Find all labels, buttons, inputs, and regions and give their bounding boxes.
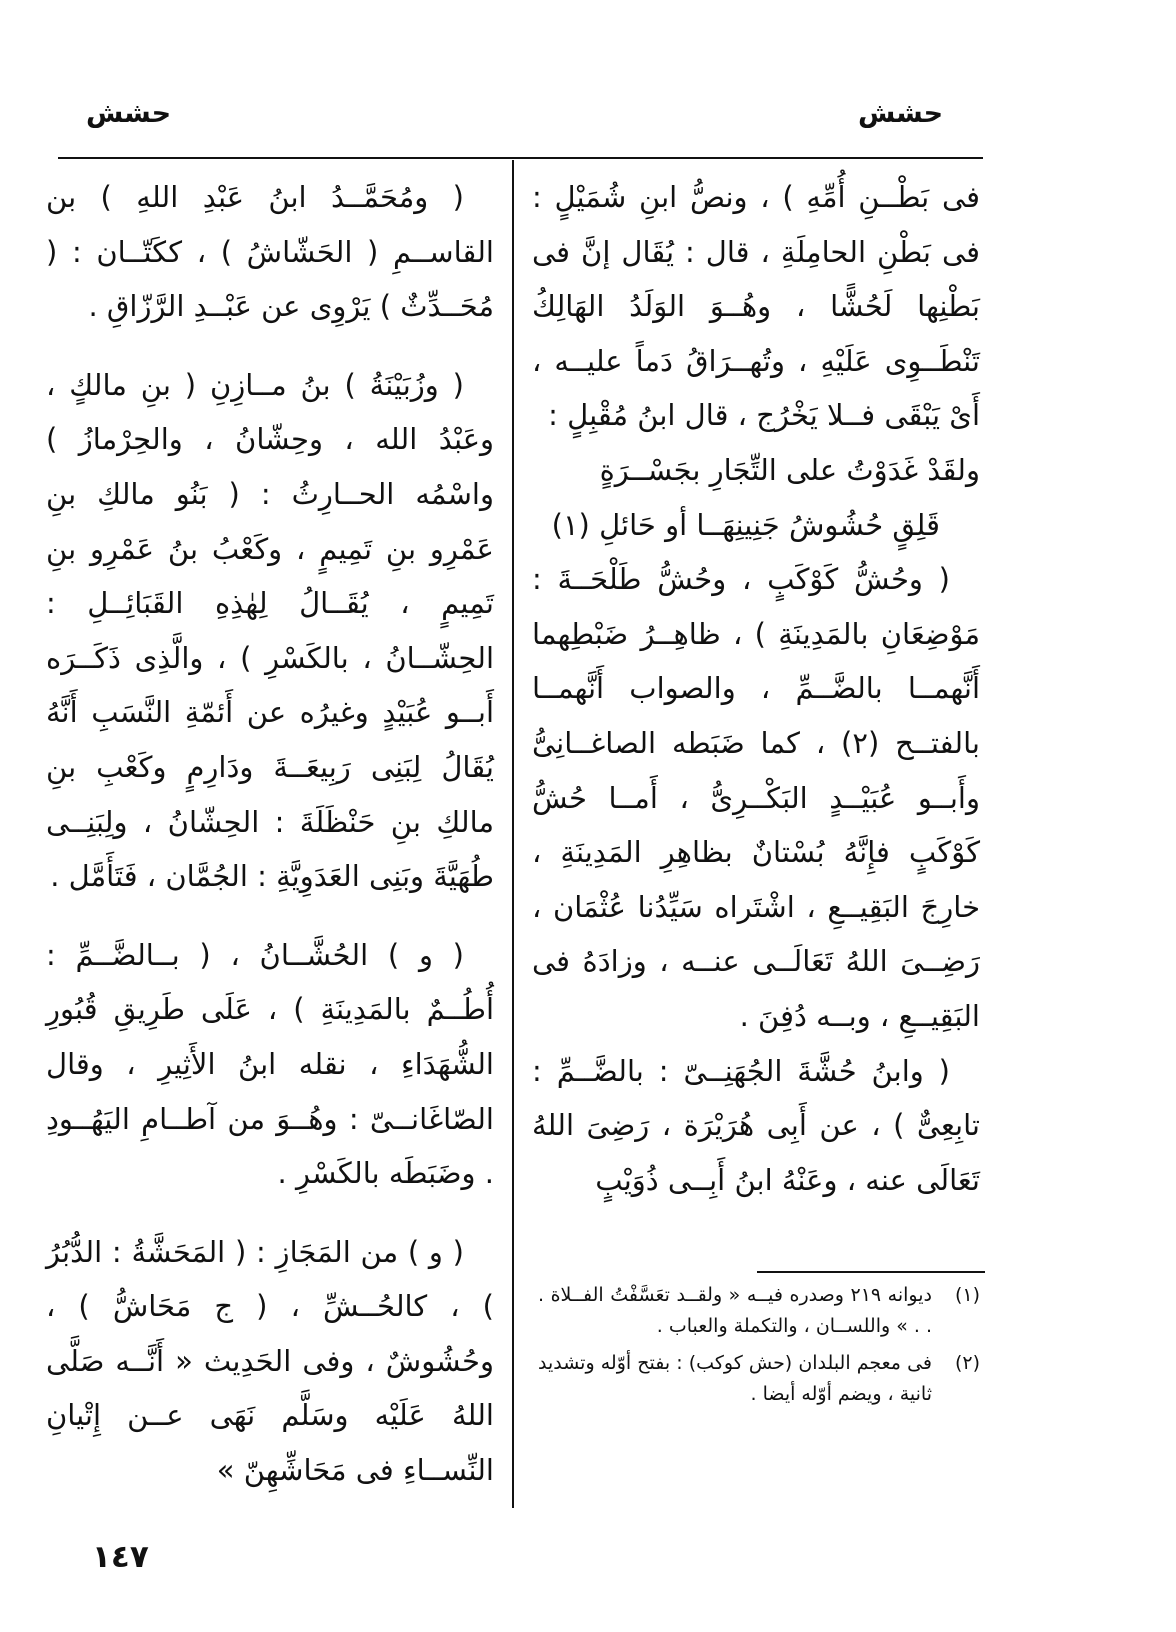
verse-line-1: ولقَدْ غَدَوْتُ على التِّجَارِ بجَسْــرَةٍ (599, 452, 980, 487)
left-column (46, 170, 494, 1498)
footnote-mark: (١) (954, 1284, 980, 1306)
footnote-rule (757, 1271, 985, 1273)
header-rule (58, 157, 983, 159)
left-paragraph-3: ( و ) الحُشَّــانُ ، ( بــالضَّــمِّ : أُطُــمٌ بالمَدِينَةِ ) ، عَلَى طَرِيقِ قُبُورِ الشُّهَدَاءِ ، نقله ابنُ الأَثِيرِ ، وقال الصّاغَانــىّ : وهُــوَ من آطــامِ اليَهُــودِ . وضَبَطَه بالكَسْرِ . (46, 937, 494, 1191)
right-paragraph-2: ( وحُشُّ كَوْكَبٍ ، وحُشُّ طَلْحَــةَ : مَوْضِعَانِ بالمَدِينَةِ ) ، ظاهِــرُ ضَبْطِهما أَنَّهمــا بالضَّــمِّ ، والصواب أَنَّهمــا بالفتــح (٢) ، كما ضَبَطه الصاغــانِىُّ وأَبــو عُبَيْــدٍ البَكْــرِىُّ ، أَمــا حُشُّ كَوْكَبٍ فإِنَّهُ بُسْتانٌ بظاهِرِ المَدِينَةِ ، خارِجَ البَقِيــعِ ، اشْتَراه سَيِّدُنا عُثْمَان ، رَضِــىَ اللهُ تَعَالَــى عنــه ، وزادَهُ فى البَقِيــعِ ، وبــه دُفِنَ . (532, 562, 980, 1033)
left-paragraph-1: ( ومُحَمَّــدُ ابنُ عَبْدِ اللهِ ) بن القاســمِ ( الحَشّاشُ ) ، ككَتّــان : ( مُحَــدِّثٌ ) يَرْوِى عن عَبْــدِ الرَّزّاقِ . (46, 180, 494, 324)
footnote-item (538, 1280, 980, 1342)
left-paragraph-2: ( وزُبَيْنَةُ ) بنُ مــازِنِ ( بنِ مالكٍ ، وعَبْدُ الله ، وحِشّانُ ، والحِرْمازُ ) واسْمُه الحــارِثُ : ( بَنُو مالكِ بنِ عَمْرِو بنِ تَمِيمٍ ، وكَعْبُ بنُ عَمْرِو بنِ تَمِيمٍ ، يُقَــالُ لِهٰذِهِ القَبَائِــلِ : الحِشّــانُ ، بالكَسْرِ ) ، والَّذِى ذَكَــرَه أَبــو عُبَيْدٍ وغيرُه عن أَئمّةِ النَّسَبِ أَنَّهُ يُقَالُ لِبَنِى رَبِيعَــةَ ودَارِمٍ وكَعْبِ بنِ مالكِ بنِ حَنْظَلَةَ : الحِشّانُ ، ولِبَنِــى طُهَيَّةَ وبَنِى العَدَوِيَّةِ : الجُمَّان ، فَتَأَمَّل . (46, 367, 494, 894)
running-header-right: حشش (858, 98, 944, 129)
right-column (532, 170, 980, 1207)
page-number: ١٤٧ (92, 1539, 149, 1575)
right-paragraph-3: ( وابنُ حُشَّةَ الجُهَنِــىّ : بالضَّــمِّ : تابِعِىٌّ ) ، عن أَبِى هُرَيْرَة ، رَضِىَ اللهُ تَعَالَى عنه ، وعَنْهُ ابنُ أَبِــى ذُوَيْبٍ (532, 1053, 980, 1197)
footnote-mark: (٢) (954, 1352, 980, 1374)
column-divider (512, 160, 514, 1508)
left-paragraph-4: ( و ) من المَجَازِ : ( المَحَشَّةُ : الدُّبُرُ ) ، كالحُــشِّ ، ( ج مَحَاشُّ ) ، وحُشُوشٌ ، وفى الحَدِيث « أَنَّــه صَلَّى اللهُ عَلَيْه وسَلَّم نَهَى عــن إِتْيانِ النِّســاءِ فى مَحَاشِّهِنّ » (46, 1234, 494, 1488)
footnotes (538, 1280, 980, 1416)
footnote-text: فى معجم البلدان (حش كوكب) : بفتح أوّله وتشديد ثانية ، ويضم أوّله أيضا . (538, 1352, 932, 1405)
footnote-item (538, 1348, 980, 1410)
running-header-left: حشش (86, 98, 172, 129)
verse-line-2: قَلِقٍ حُشُوشُ جَنِينِهَــا أو حَائلِ (١) (551, 507, 940, 542)
right-paragraph-1: فى بَطْــنِ أُمِّهِ ) ، ونصُّ ابنِ شُمَيْلٍ : فى بَطْنِ الحامِلَةِ ، قال : يُقَال إنَّ فى بَطْنِها لَحُشًّا ، وهُــوَ الوَلَدُ الهَالِكُ تَنْطَــوِى عَلَيْهِ ، وتُهــرَاقُ دَماً عليــه ، أَىْ يَبْقَى فــلا يَخْرُج ، قال ابنُ مُقْبِلٍ : (532, 180, 980, 433)
footnote-text: ديوانه ٢١٩ وصدره فيــه « ولقــد تعَسَّفْتُ الفــلاة . . . » واللســان ، والتكملة والعباب . (538, 1284, 932, 1337)
